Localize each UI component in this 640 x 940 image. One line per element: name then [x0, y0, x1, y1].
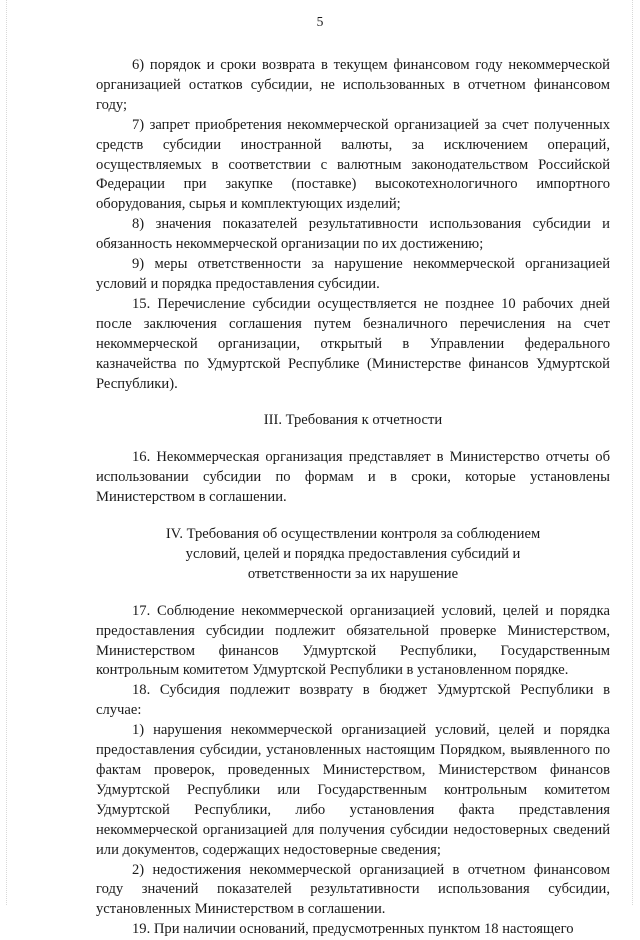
paragraph-clause-18-item-2: 2) недостижения некоммерческой организацией в отчетном финансовом году значений показателей результативности использования субсидии, установленных Министерством в соглашении. [96, 861, 610, 918]
spacer [96, 394, 610, 411]
section-heading-4-line-2: условий, целей и порядка предоставления субсидий и [185, 545, 521, 562]
paragraph-item-9: 9) меры ответственности за нарушение некоммерческой организацией условий и порядка предоставления субсидии. [96, 256, 610, 292]
scan-margin-line-right [632, 0, 634, 905]
section-heading-4-line-3: ответственности за их нарушение [247, 565, 459, 582]
scan-margin-line-left [6, 0, 8, 905]
document-body [96, 56, 610, 940]
paragraph-clause-19: 19. При наличии оснований, предусмотренных пунктом 18 настоящего [132, 921, 574, 938]
section-heading-4-line-1: IV. Требования об осуществлении контроля за соблюдением [165, 526, 541, 543]
spacer [96, 585, 610, 602]
paragraph-item-6: 6) порядок и сроки возврата в текущем финансовом году некоммерческой организацией остатков субсидии, не использованных в отчетном финансовом году; [96, 57, 610, 113]
paragraph-clause-18: 18. Субсидия подлежит возврату в бюджет Удмуртской Республики в случае: [96, 682, 610, 719]
spacer [96, 508, 610, 525]
page-number: 5 [316, 14, 324, 29]
paragraph-item-7: 7) запрет приобретения некоммерческой организацией за счет полученных средств субсидии иностранной валюты, за исключением операций, осуществляемых в соответствии с валютным законодательством Российской Федерации при закупке (поставке) высокотехнологичного импортного оборудования, сырья и комплектующих изделий; [96, 116, 610, 213]
paragraph-clause-18-item-1: 1) нарушения некоммерческой организацией условий, целей и порядка предоставления субсидии, установленных настоящим Порядком, выявленного по фактам проверок, проведенных Министерством, Министерством финансов Удмуртской Республики или Государственным контрольным комитетом Удмуртской Республики, либо установления факта представления некоммерческой организацией для получения субсидии недостоверных сведений или документов, содержащих недостоверные сведения; [96, 722, 610, 858]
spacer [96, 431, 610, 448]
paragraph-clause-15: 15. Перечисление субсидии осуществляется не позднее 10 рабочих дней после заключения соглашения путем безналичного перечисления на счет некоммерческой организации, открытый в Управлении федерального казначейства по Удмуртской Республике (Министерстве финансов Удмуртской Республики). [96, 295, 610, 392]
paragraph-clause-16: 16. Некоммерческая организация представляет в Министерство отчеты об использовании субсидии по формам и в сроки, которые установлены Министерством в соглашении. [96, 449, 610, 506]
section-heading-3: III. Требования к отчетности [263, 412, 443, 429]
paragraph-item-8: 8) значения показателей результативности использования субсидии и обязанность некоммерческой организации по их достижению; [96, 216, 610, 253]
paragraph-clause-17: 17. Соблюдение некоммерческой организацией условий, целей и порядка предоставления субсидии подлежит обязательной проверке Министерством, Министерством финансов Удмуртской Республики, Государственным контрольным комитетом Удмуртской Республики в установленном порядке. [96, 602, 610, 679]
